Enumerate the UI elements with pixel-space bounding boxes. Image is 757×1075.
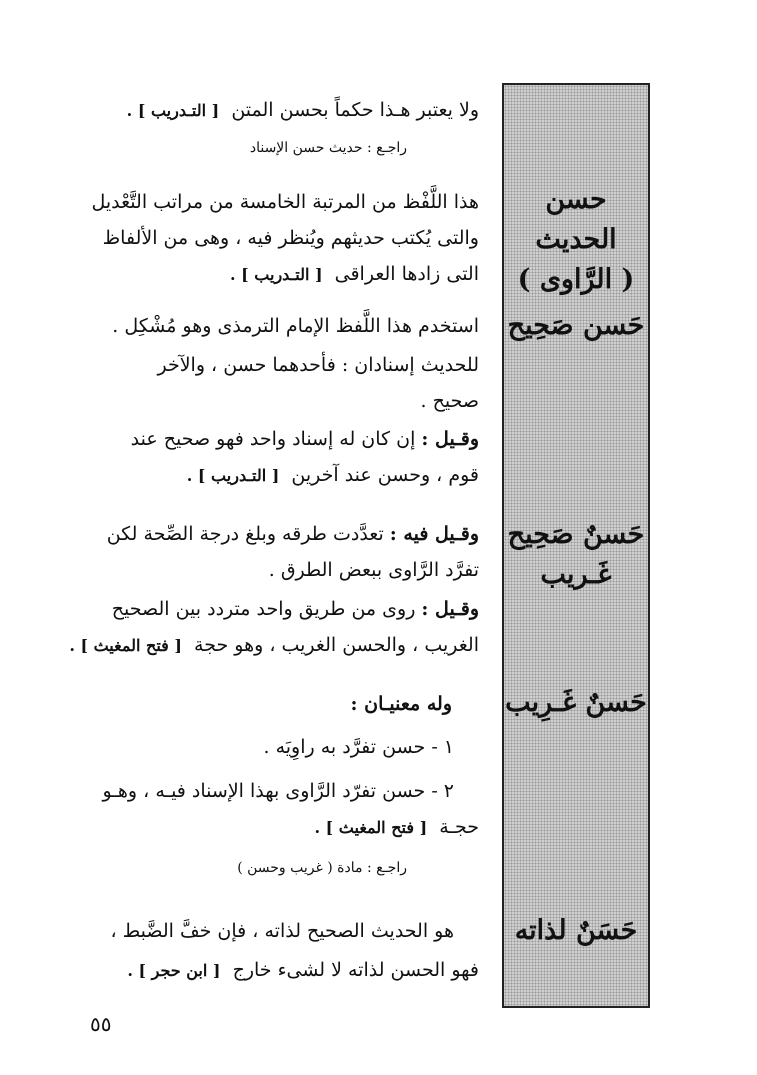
text-line: وقـيل : إن كان له إسناد واحد فهو صحيح عند [130,428,479,450]
text-line: استخدم هذا اللَّفظ الإمام الترمذى وهو مُشْكِل . [112,315,479,337]
term-subtitle: غَـريب [540,559,612,590]
term-subtitle: ( الرَّاوى ) [517,264,635,295]
text-line: وقـيل : روى من طريق واحد متردد بين الصحيح [111,598,479,620]
see-also-note: راجـع : مادة ( غريب وحسن ) [237,860,407,876]
text-line: تفرَّد الرَّاوى ببعض الطرق . [268,559,479,581]
qila-label: وقـيل : [421,428,479,450]
text-line: حجـة [ فتح المغيث ] . [314,816,479,838]
source-reference: [ فتح المغيث ] . [69,636,182,655]
term-title: حَسنٌ غَـرِيب [505,687,647,718]
term-hasan-lidhatihi [502,911,650,951]
term-hasan-gharib [502,683,650,723]
text-line: ولا يعتبر هـذا حكماً بحسن المتن [ التـدريب ] . [126,99,479,121]
qila-label: وقـيل فيه : [389,523,479,545]
text-line: للحديث إسنادان : فأحدهما حسن ، والآخر [157,354,479,376]
see-also-note: راجـع : حديث حسن الإسناد [249,140,407,156]
term-title: حَسن صَحِيح [507,310,645,341]
text-line: صحيح . [420,390,479,412]
text-line: هذا اللَّفْظ من المرتبة الخامسة من مراتب التَّعْديل [91,191,479,213]
term-hasan-sahih-gharib [502,515,650,595]
text-line: هو الحديث الصحيح لذاته ، فإن خفَّ الضَّبط ، [110,920,454,942]
term-title: حَسَنٌ لذاته [514,915,638,946]
text-line: التى زادها العراقى [ التـدريب ] . [230,263,479,285]
numbered-item: ١ - حسن تفرَّد به راوِيَه . [263,736,454,758]
source-reference: [ التـدريب ] . [230,265,323,284]
numbered-item: ٢ - حسن تفرّد الرَّاوى بهذا الإسناد فيـه ، وهـو [102,780,454,802]
source-reference: [ ابن حجر ] . [127,961,221,980]
text-line: فهو الحسن لذاته لا لشىء خارج [ ابن حجر ] . [127,959,479,981]
text-line: والتى يُكتب حديثهم ويُنظر فيه ، وهى من الألفاظ [102,227,479,249]
term-title: حَسنٌ صَحِيح [507,519,645,550]
page-number: ٥٥ [90,1012,112,1036]
source-reference: [ التـدريب ] . [186,466,280,485]
source-reference: [ التـدريب ] . [126,101,220,120]
text-line: الغريب ، والحسن الغريب ، وهو حجة [ فتح المغيث ] . [69,634,479,656]
term-title: حسن الحديث [535,184,617,255]
text-line: قوم ، وحسن عند آخرين [ التـدريب ] . [186,464,479,486]
qila-label: وقـيل : [421,598,479,620]
meanings-heading: وله معنيـان : [350,693,452,715]
term-hasan-al-hadith [502,180,650,300]
source-reference: [ فتح المغيث ] . [314,818,428,837]
term-hasan-sahih [502,306,650,346]
text-line: وقـيل فيه : تعدَّدت طرقه وبلغ درجة الصِّحة لكن [106,523,479,545]
